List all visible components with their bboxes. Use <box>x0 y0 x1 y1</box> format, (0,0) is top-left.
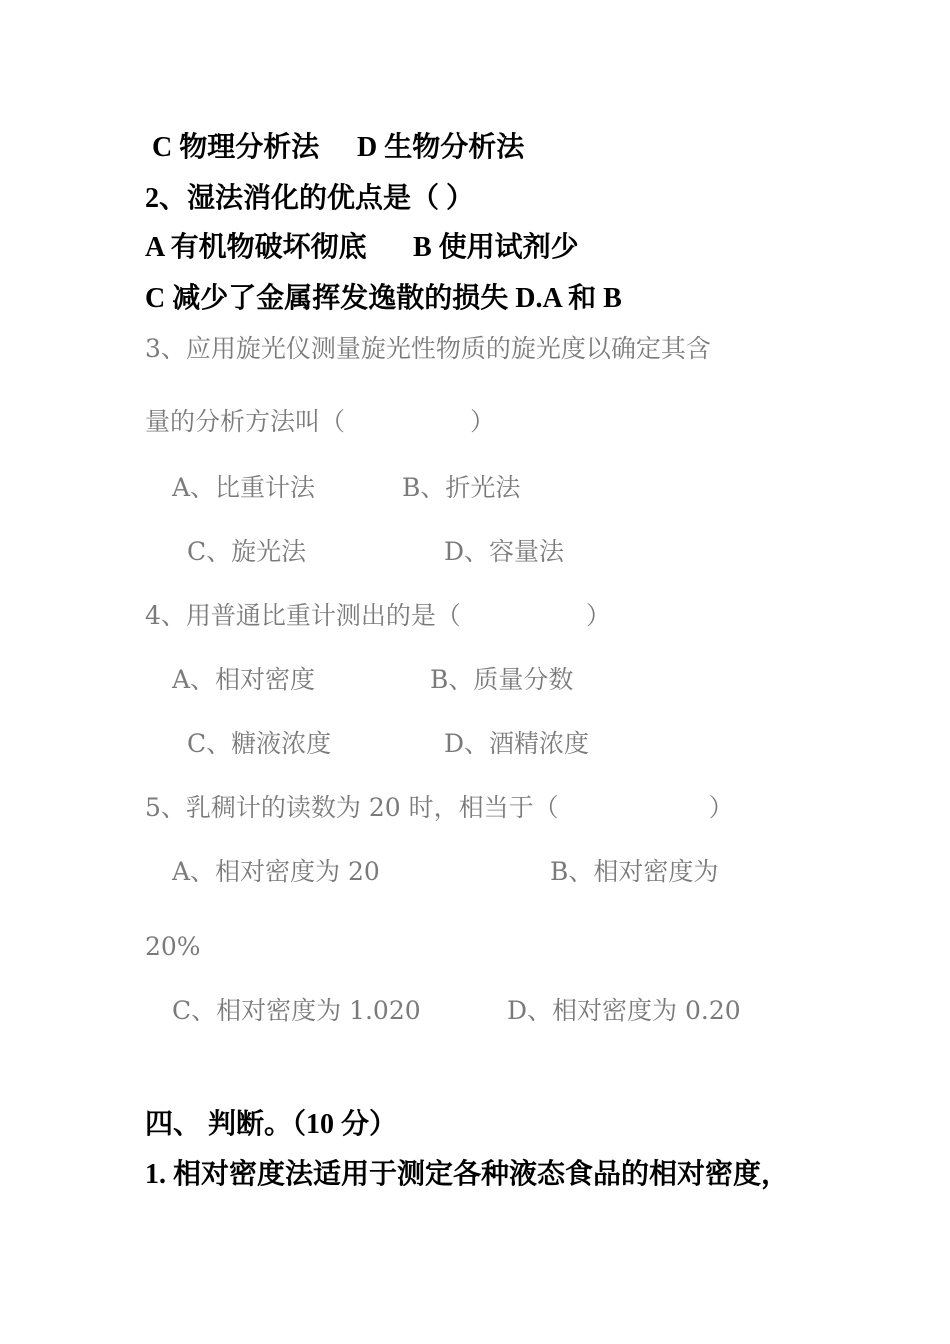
q4-stem: 4、用普通比重计测出的是（ ） <box>145 601 611 630</box>
q4-option-c: C、糖液浓度 <box>187 729 332 758</box>
q1-option-d: D 生物分析法 <box>357 132 525 163</box>
q5-option-d: D、相对密度为 0.20 <box>507 996 741 1025</box>
q5-option-b-continued: 20% <box>145 932 201 961</box>
q1-option-c: C 物理分析法 <box>152 132 320 163</box>
q3-option-c: C、旋光法 <box>187 537 307 566</box>
q4-option-d: D、酒精浓度 <box>444 729 590 758</box>
q5-option-c: C、相对密度为 1.020 <box>172 996 421 1025</box>
q5-option-a: A、相对密度为 20 <box>172 857 380 886</box>
q4-option-a: A、相对密度 <box>172 665 316 694</box>
q5-options-row-2 <box>172 996 741 1098</box>
q5-stem: 5、乳稠计的读数为 20 时，相当于（ ） <box>145 793 734 822</box>
q3-stem-line-2: 量的分析方法叫（ ） <box>145 407 496 436</box>
q3-option-d: D、容量法 <box>444 537 565 566</box>
section-4-heading: 四、 判断。（10 分） <box>145 1109 398 1140</box>
q3-option-a: A、比重计法 <box>172 473 316 502</box>
q5-option-b: B、相对密度为 <box>550 857 719 886</box>
q2-option-b: B 使用试剂少 <box>413 232 579 263</box>
q3-option-b: B、折光法 <box>402 473 521 502</box>
section-4-item-1: 1. 相对密度法适用于测定各种液态食品的相对密度， <box>145 1159 790 1190</box>
q2-options-row-2: C 减少了金属挥发逸散的损失 D.A 和 B <box>145 283 622 314</box>
q2-option-a: A 有机物破坏彻底 <box>145 232 367 263</box>
q3-stem-line-1: 3、应用旋光仪测量旋光性物质的旋光度以确定其含 <box>145 334 711 363</box>
q4-option-b: B、质量分数 <box>430 665 574 694</box>
q2-stem: 2、湿法消化的优点是（ ） <box>145 183 475 214</box>
